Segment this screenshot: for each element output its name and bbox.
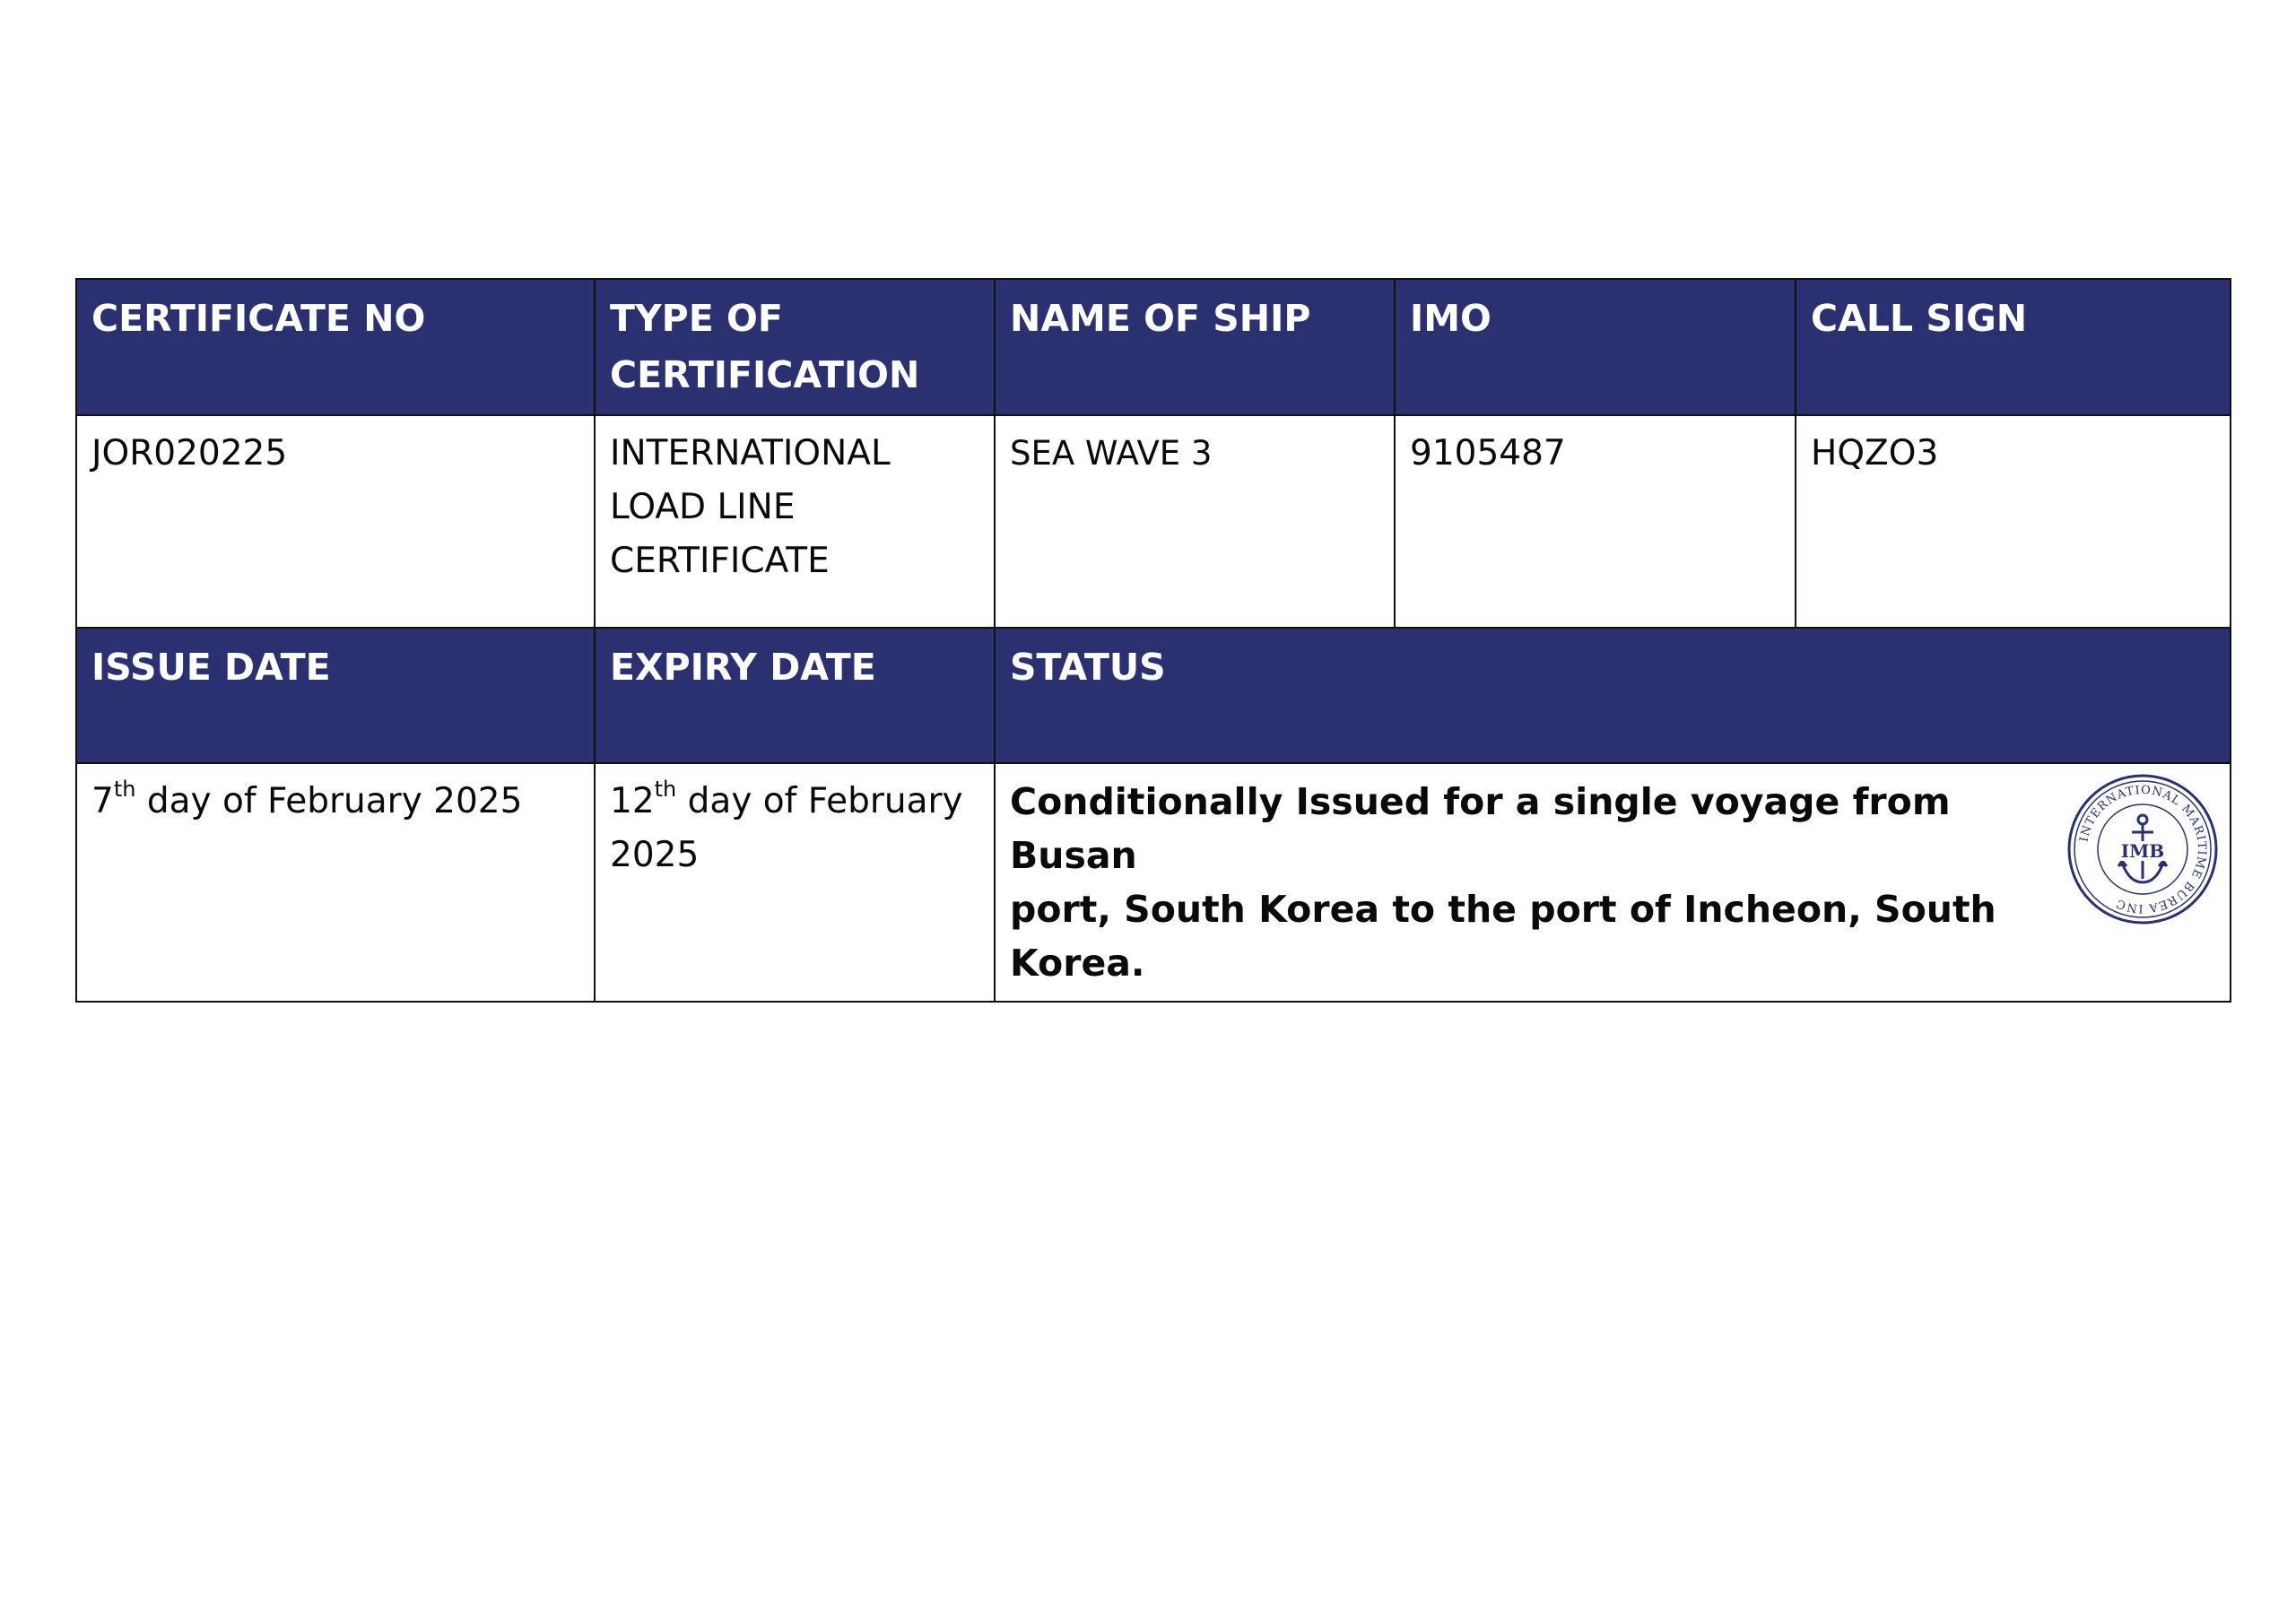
header-certificate-no [76,279,595,415]
type-line-2: LOAD LINE [610,487,796,527]
type-line-3: CERTIFICATE [610,541,830,581]
header-imo [1395,279,1796,415]
certificate-table [75,278,2231,1003]
status-text [1010,775,2203,990]
header-call-sign [1796,279,2231,415]
header-type-of-certification [595,279,995,415]
issue-date-rest: day of February 2025 [135,781,523,821]
header-row-2 [76,628,2231,763]
header-type-line-2: CERTIFICATION [610,353,920,396]
header-call-sign-label: CALL SIGN [1811,297,2028,340]
header-name-of-ship-label: NAME OF SHIP [1010,297,1311,340]
header-expiry-date-label: EXPIRY DATE [610,646,876,689]
issue-day: 7 [91,781,114,821]
type-line-1: INTERNATIONAL [610,433,891,473]
imo-value [1395,415,1796,628]
expiry-date-value [595,763,995,1002]
status-line-2: port, South Korea to the port of Incheon, South Korea. [1010,888,1996,985]
expiry-day: 12 [610,781,655,821]
header-issue-date [76,628,595,763]
issue-date-value [76,763,595,1002]
expiry-day-suffix: th [654,777,677,802]
name-of-ship-text: SEA WAVE 3 [1010,434,1213,473]
expiry-date-rest-line-2: 2025 [610,835,700,875]
seal-ring-text: INTERNATIONAL MARITIME BUREA INC [2077,783,2209,916]
header-name-of-ship [995,279,1395,415]
type-of-certification-value [595,415,995,628]
issue-day-suffix: th [113,777,136,802]
imb-seal-icon [2066,773,2219,925]
value-row-1 [76,415,2231,628]
seal-center-text: IMB [2120,840,2165,862]
header-issue-date-label: ISSUE DATE [91,646,331,689]
header-status [995,628,2231,763]
header-imo-label: IMO [1410,297,1492,340]
header-row-1 [76,279,2231,415]
name-of-ship-value [995,415,1395,628]
status-line-1: Conditionally Issued for a single voyage from Busan [1010,780,1951,877]
value-row-2 [76,763,2231,1002]
expiry-date-rest-line-1: day of February [676,781,963,821]
header-status-label: STATUS [1010,646,1166,689]
call-sign-text: HQZO3 [1811,433,1939,473]
status-value [995,763,2231,1002]
header-expiry-date [595,628,995,763]
header-certificate-no-label: CERTIFICATE NO [91,297,426,340]
call-sign-value [1796,415,2231,628]
certificate-no-value [76,415,595,628]
imo-text: 9105487 [1410,433,1566,473]
header-type-line-1: TYPE OF [610,297,783,340]
certificate-no-text: JOR020225 [91,433,288,473]
